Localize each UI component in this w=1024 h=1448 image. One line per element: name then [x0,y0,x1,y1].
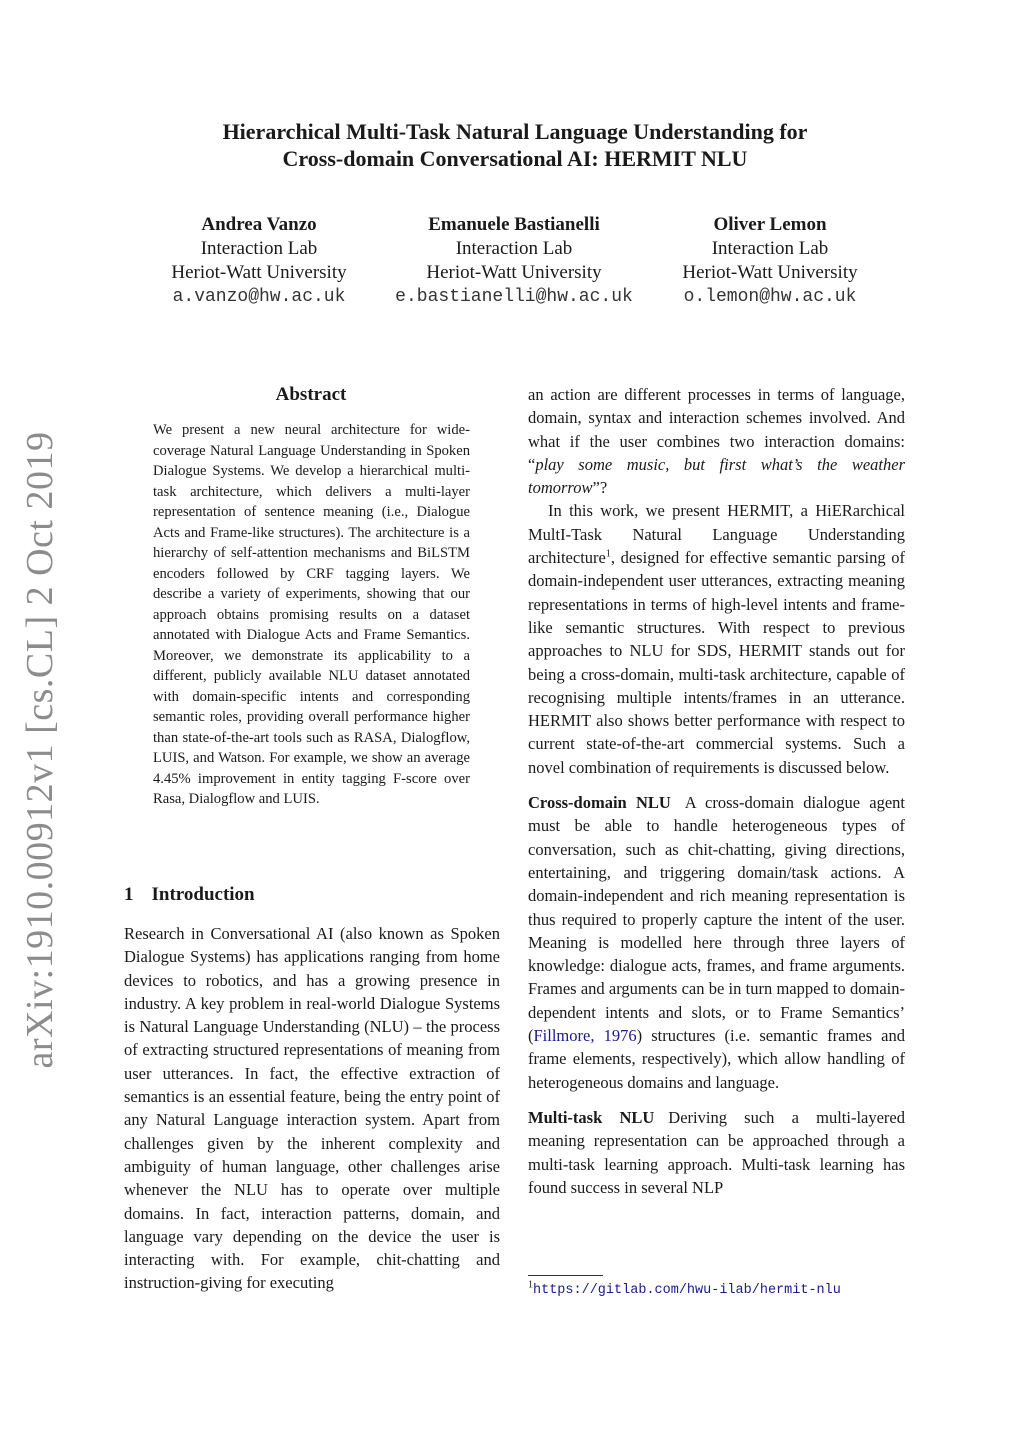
right-column [528,383,905,1199]
footnote-rule [528,1275,603,1276]
author-email[interactable]: e.bastianelli@hw.ac.uk [395,287,633,307]
paragraph-text: Deriving such a multi-layered meaning representation can be approached through a multi-task learning approach. Multi-task learning has found success in several NLP [528,1107,905,1197]
author-lab: Interaction Lab [200,238,318,259]
author-3 [682,213,857,309]
paragraph-continuation [528,383,905,499]
author-1 [171,213,346,309]
runin-heading: Cross-domain NLU [528,793,671,813]
example-utterance: play some music, but first what’s the weather tomorrow [528,454,905,498]
section-title: Introduction [151,884,255,905]
footnote-marker[interactable]: 1 [605,548,611,560]
paragraph-hermit [528,499,905,779]
paragraph-multi-task [528,1106,905,1199]
author-email[interactable]: a.vanzo@hw.ac.uk [172,287,346,307]
author-2 [395,213,633,309]
author-name: Oliver Lemon [713,214,827,235]
author-email[interactable]: o.lemon@hw.ac.uk [683,287,857,307]
citation-link[interactable]: Fillmore, 1976 [533,1026,637,1046]
paragraph-text: ”? [592,478,608,498]
paper-title [150,118,880,172]
author-lab: Interaction Lab [711,238,829,259]
footnote-mark: 1 [528,1279,533,1291]
footnote [528,1279,848,1300]
abstract-text: We present a new neural architecture for wide-coverage Natural Language Understanding in Spoken Dialogue Systems. We develop a hierarchical multi-task architecture, which delivers a multi-layer representation of sentence meaning (i.e., Dialogue Acts and Frame-like structures). The architecture is a hierarchy of self-attention mechanisms and BiLSTM encoders followed by CRF tagging layers. We describe a variety of experiments, showing that our approach obtains promising results on a dataset annotated with Dialogue Acts and Frame Semantics. Moreover, we demonstrate its applicability to a different, publicly available NLU dataset annotated with domain-specific intents and corresponding semantic roles, providing overall performance higher than state-of-the-art tools such as RASA, Dialogflow, LUIS, and Watson. For example, we show an average 4.45% improvement in entity tagging F-score over Rasa, Dialogflow and LUIS. [153,422,470,807]
paragraph-cross-domain [528,791,905,1094]
author-university: Heriot-Watt University [426,262,602,283]
author-name: Andrea Vanzo [201,214,317,235]
paragraph-text: an action are different processes in terms of language, domain, syntax and interaction schemes involved. And what if the user combines two interaction domains: “ [528,385,905,474]
section-number: 1 [124,884,134,905]
footnote-url[interactable]: https://gitlab.com/hwu-ilab/hermit-nlu [533,1283,841,1298]
author-name: Emanuele Bastianelli [428,214,600,235]
runin-heading: Multi-task NLU [528,1107,655,1127]
introduction-text: Research in Conversational AI (also known as Spoken Dialogue Systems) has applications ranging from home devices to robotics, and has a growing presence in industry. A key problem in real-world Dialogue Systems is Natural Language Understanding (NLU) – the process of extracting structured representations of meaning from user utterances. In fact, the effective extraction of semantics is an essential feature, being the entry point of any Natural Language interaction system. Apart from challenges given by the inherent complexity and ambiguity of human language, other challenges arise whenever the NLU has to operate over multiple domains. In fact, interaction patterns, domain, and language vary depending on the device the user is interacting with. For example, chit-chatting and instruction-giving for executing [124,924,500,1293]
title-line-2: Cross-domain Conversational AI: HERMIT NLU [282,146,748,171]
paragraph-text: , designed for effective semantic parsing of domain-independent user utterances, extracting meaning representations in terms of high-level intents and frame-like semantic structures. With respect to previous approaches to NLU for SDS, HERMIT stands out for being a cross-domain, multi-task architecture, capable of recognising multiple intents/frames in an utterance. HERMIT also shows better performance with respect to current state-of-the-art commercial systems. Such a novel combination of requirements is discussed below. [528,548,905,777]
paragraph-text: ) structures (i.e. semantic frames and frame elements, respectively), which allow handling of heterogeneous domains and language. [528,1026,905,1092]
arxiv-identifier: arXiv:1910.00912v1 [cs.CL] 2 Oct 2019 [19,431,61,1069]
title-line-1: Hierarchical Multi-Task Natural Language Understanding for [222,119,808,144]
paragraph-text: A cross-domain dialogue agent must be able to handle heterogeneous types of conversation, such as chit-chatting, giving directions, entertaining, and triggering domain/task actions. A domain-independent and rich meaning representation is thus required to properly capture the intent of the user. Meaning is modelled here through three layers of knowledge: dialogue acts, frames, and frame arguments. Frames and arguments can be in turn mapped to domain-dependent intents and slots, or to Frame Semantics’ ( [528,793,905,1046]
abstract-heading: Abstract [275,384,347,405]
introduction-heading [124,884,255,906]
author-university: Heriot-Watt University [682,262,858,283]
paragraph-text: In this work, we present HERMIT, a HiERarchical MultI-Task Natural Language Understanding architecture [528,501,905,568]
author-lab: Interaction Lab [455,238,573,259]
author-university: Heriot-Watt University [171,262,347,283]
